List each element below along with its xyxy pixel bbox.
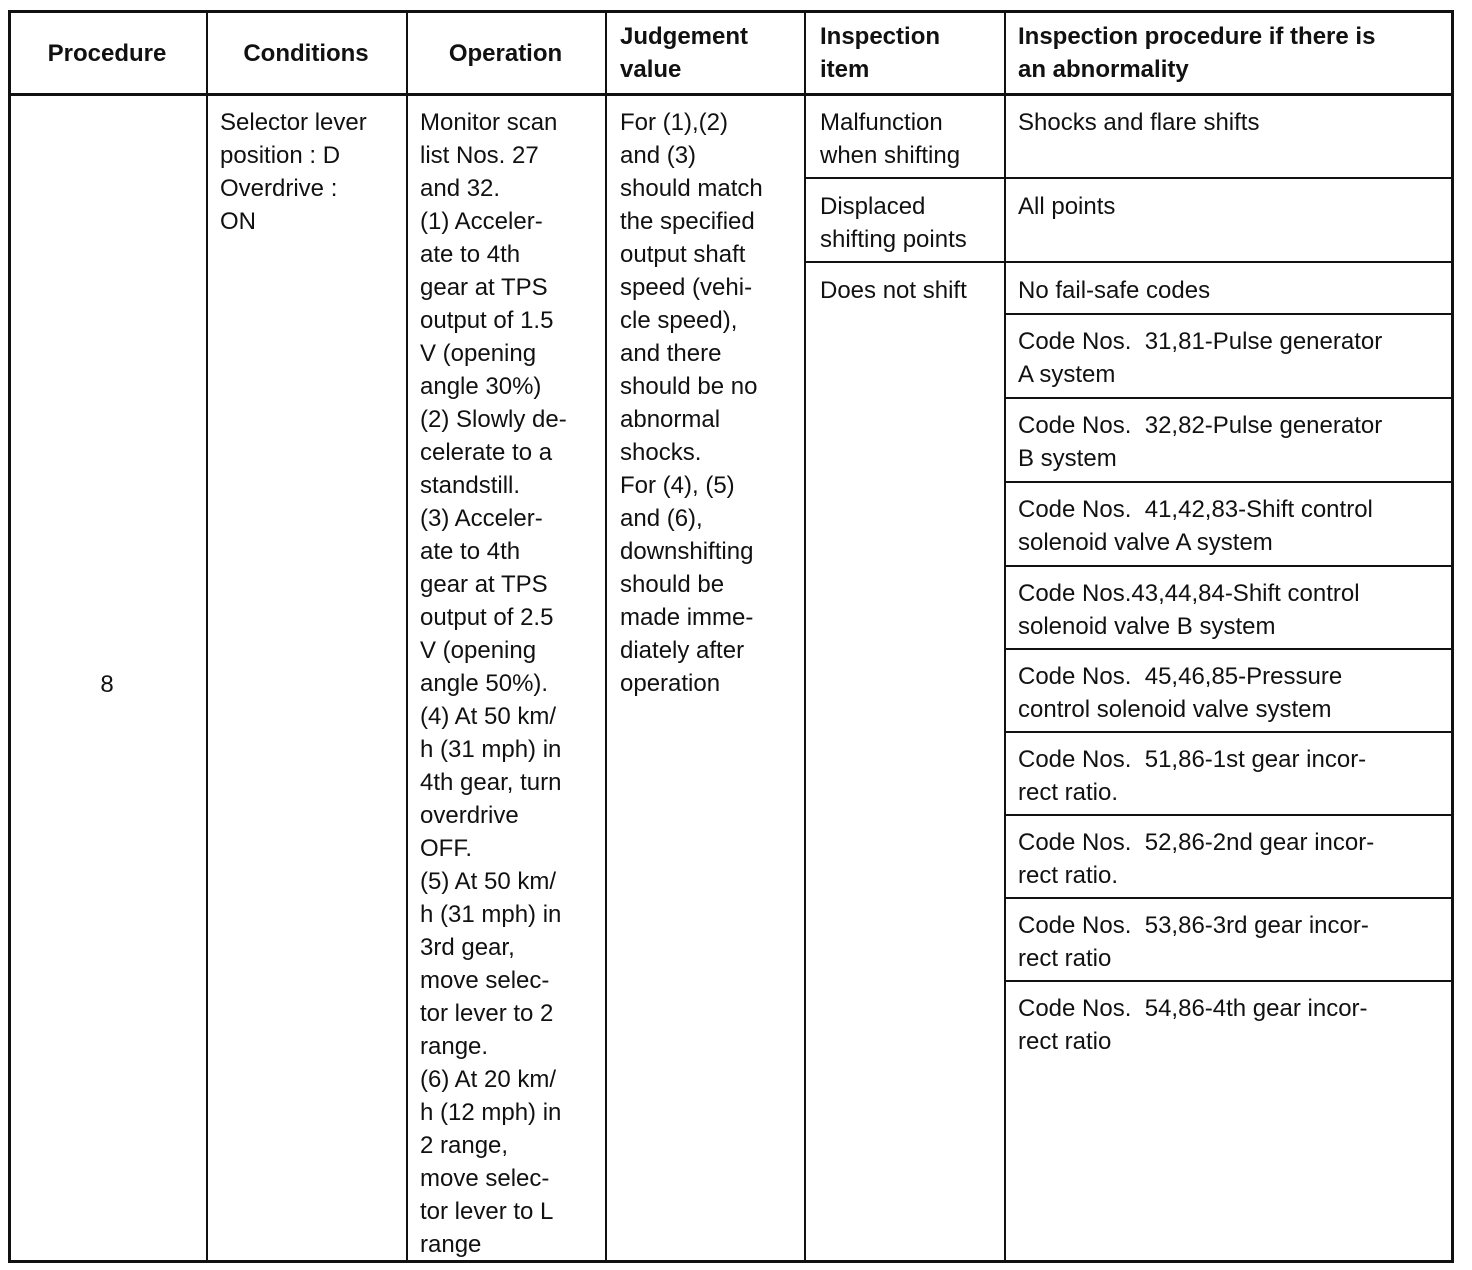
inspection-procedure: Code Nos. 51,86-1st gear incor- rect ratio. xyxy=(1018,746,1367,806)
inspection-procedure: Code Nos. 53,86-3rd gear incor- rect ratio xyxy=(1018,912,1369,972)
procedure-row-divider xyxy=(1004,648,1454,650)
column-divider xyxy=(605,10,607,1263)
inspection-item: Does not shift xyxy=(820,277,967,304)
header-operation: Operation xyxy=(448,40,563,67)
procedure-row-divider xyxy=(1004,980,1454,982)
header-divider xyxy=(8,93,1454,96)
inspection-procedure: No fail-safe codes xyxy=(1018,277,1211,304)
inspection-procedure: Code Nos. 31,81-Pulse generator A system xyxy=(1018,328,1383,388)
column-divider xyxy=(406,10,408,1263)
table-border-left xyxy=(8,10,11,1263)
operation-cell: Monitor scan list Nos. 27 and 32. (1) Acceler- ate to 4th gear at TPS output of 1.5 V (opening angle 30%) (2) Slowly de- celerate to a standstill. (3) Acceler- ate to 4th gear at TPS output of 2.5 V (opening angle 50%). (4) At 50 km/ h (31 mph) in 4th gear, turn overdrive OFF. (5) At 50 km/ h (31 mph) in 3rd gear, move selec- tor lever to 2 range. (6) At 20 km/ h (12 mph) in 2 range, move selec- tor lever to L range xyxy=(420,109,567,1258)
header-inspection-item: Inspection item xyxy=(820,23,941,83)
header-judgement: Judgement value xyxy=(620,23,749,83)
inspection-procedure: Code Nos. 41,42,83-Shift control solenoid valve A system xyxy=(1018,496,1373,556)
column-divider xyxy=(1004,10,1006,1263)
procedure-row-divider xyxy=(1004,731,1454,733)
inspection-procedure: All points xyxy=(1018,193,1116,220)
inspection-item: Malfunction when shifting xyxy=(820,109,961,169)
item-row-divider xyxy=(804,261,1454,263)
judgement-cell: For (1),(2) and (3) should match the specified output shaft speed (vehi- cle speed), and there should be no abnormal shocks. For (4), (5) and (6), downshifting should be made imme- diately after operation xyxy=(620,109,763,697)
procedure-row-divider xyxy=(1004,565,1454,567)
inspection-item: Displaced shifting points xyxy=(820,193,967,253)
table-border-top xyxy=(8,10,1454,13)
header-procedure: Procedure xyxy=(47,40,167,67)
column-divider xyxy=(206,10,208,1263)
procedure-row-divider xyxy=(1004,481,1454,483)
inspection-procedure: Shocks and flare shifts xyxy=(1018,109,1260,136)
inspection-procedure: Code Nos. 45,46,85-Pressure control solenoid valve system xyxy=(1018,663,1343,723)
inspection-procedure: Code Nos.43,44,84-Shift control solenoid valve B system xyxy=(1018,580,1360,640)
header-conditions: Conditions xyxy=(243,40,369,67)
header-inspection-procedure: Inspection procedure if there is an abnormality xyxy=(1018,23,1376,83)
inspection-procedure: Code Nos. 52,86-2nd gear incor- rect ratio. xyxy=(1018,829,1375,889)
column-divider xyxy=(804,10,806,1263)
inspection-procedure: Code Nos. 32,82-Pulse generator B system xyxy=(1018,412,1383,472)
procedure-row-divider xyxy=(1004,397,1454,399)
conditions-cell: Selector lever position : D Overdrive : ON xyxy=(220,109,367,235)
inspection-procedure: Code Nos. 54,86-4th gear incor- rect ratio xyxy=(1018,995,1368,1055)
procedure-row-divider xyxy=(1004,897,1454,899)
table-border-bottom xyxy=(8,1260,1454,1263)
procedure-row-divider xyxy=(1004,313,1454,315)
procedure-row-divider xyxy=(1004,814,1454,816)
table-border-right xyxy=(1451,10,1454,1263)
item-row-divider xyxy=(804,177,1454,179)
procedure-number: 8 xyxy=(100,671,114,698)
